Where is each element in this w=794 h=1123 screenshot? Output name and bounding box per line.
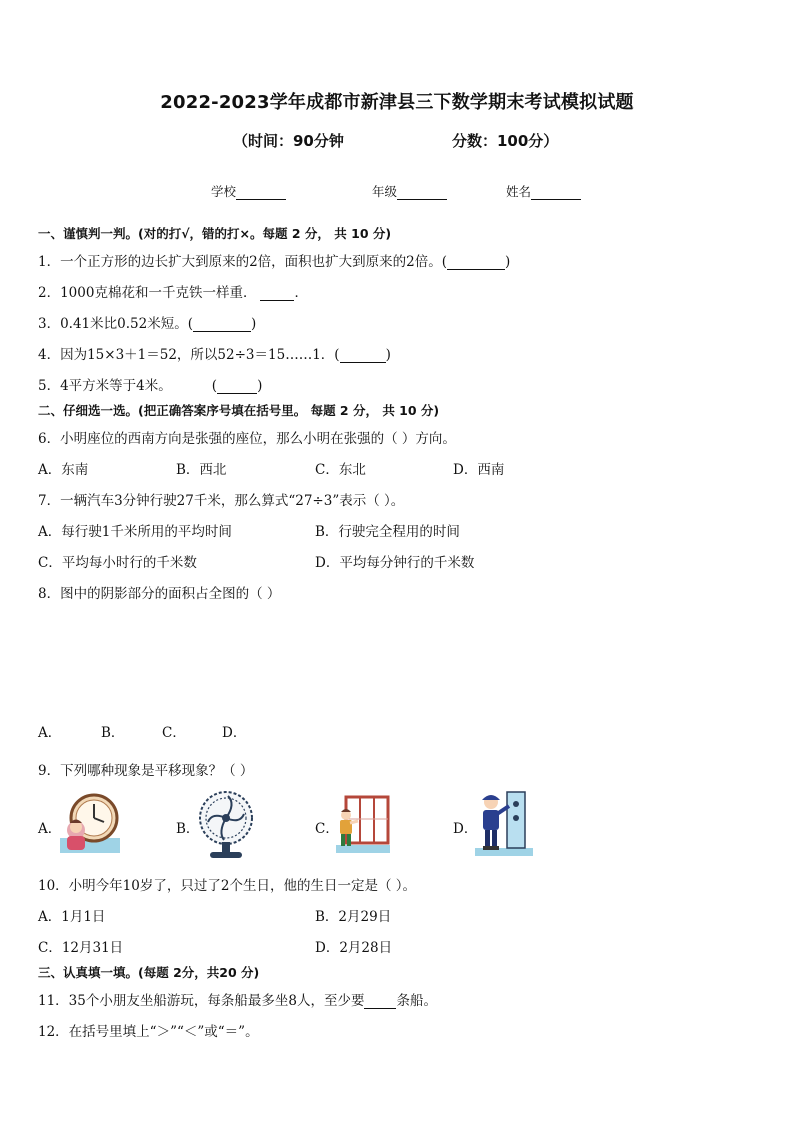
name-blank[interactable] xyxy=(531,185,581,200)
grade-label: 年级 xyxy=(372,184,398,199)
page-title: 2022-2023学年成都市新津县三下数学期末考试模拟试题 xyxy=(160,92,634,113)
question-1 xyxy=(38,250,510,270)
question-3-text: 3．0.41米比0.52米短。( xyxy=(38,316,193,332)
school-label: 学校 xyxy=(211,184,237,199)
section-3-heading: 三、认真填一填。(每题 2分，共20 分) xyxy=(38,965,260,980)
q8-option-a[interactable]: A． xyxy=(38,725,62,741)
answer-blank-2[interactable] xyxy=(260,286,294,301)
q8-option-b[interactable]: B． xyxy=(101,725,125,741)
question-5-text: 5．4平方米等于4米。 xyxy=(38,378,172,394)
question-11-end: 条船。 xyxy=(396,993,437,1009)
q9-option-c[interactable]: C． xyxy=(315,821,339,837)
question-11-text: 11．35个小朋友坐船游玩，每条船最多坐8人，至少要 xyxy=(38,993,365,1009)
question-7: 7．一辆汽车3分钟行驶27千米，那么算式“27÷3”表示（ ）。 xyxy=(38,493,405,509)
question-5-open: ( xyxy=(211,378,218,394)
question-11 xyxy=(38,989,437,1009)
question-9: 9．下列哪种现象是平移现象？（ ） xyxy=(38,763,254,779)
question-1-text: 1．一个正方形的边长扩大到原来的2倍，面积也扩大到原来的2倍。( xyxy=(38,254,448,270)
q9-option-b[interactable]: B． xyxy=(176,821,200,837)
question-5-close: ) xyxy=(257,378,263,394)
question-2-end: ． xyxy=(294,285,308,301)
clock-icon xyxy=(60,790,120,853)
q9-option-a[interactable]: A． xyxy=(38,821,62,837)
question-4 xyxy=(38,343,391,363)
answer-blank-1[interactable] xyxy=(447,255,505,270)
question-3-close: ) xyxy=(250,316,257,332)
school-field xyxy=(211,182,286,200)
q10-option-d[interactable]: D．2月28日 xyxy=(315,940,393,956)
question-8: 8．图中的阴影部分的面积占全图的（ ） xyxy=(38,586,281,602)
question-10: 10．小明今年10岁了，只过了2个生日，他的生日一定是（ ）。 xyxy=(38,878,416,894)
q9-option-d[interactable]: D． xyxy=(453,821,478,837)
q10-option-b[interactable]: B．2月29日 xyxy=(315,909,392,925)
q10-option-a[interactable]: A．1月1日 xyxy=(38,909,106,925)
time-label: （时间：90分钟 xyxy=(233,132,344,150)
grade-blank[interactable] xyxy=(397,185,447,200)
q6-option-b[interactable]: B．西北 xyxy=(176,462,227,478)
q7-option-a[interactable]: A．每行驶1千米所用的平均时间 xyxy=(38,524,232,540)
question-3 xyxy=(38,312,256,332)
q10-option-c[interactable]: C．12月31日 xyxy=(38,940,124,956)
q6-option-d[interactable]: D．西南 xyxy=(453,462,505,478)
q6-option-c[interactable]: C．东北 xyxy=(315,462,366,478)
question-5 xyxy=(38,374,262,394)
q7-option-d[interactable]: D．平均每分钟行的千米数 xyxy=(315,555,475,571)
q7-option-b[interactable]: B．行驶完全程用的时间 xyxy=(315,524,460,540)
answer-blank-5[interactable] xyxy=(217,379,257,394)
q6-option-a[interactable]: A．东南 xyxy=(38,462,89,478)
answer-blank-4[interactable] xyxy=(340,348,386,363)
question-2 xyxy=(38,281,308,301)
score-label: 分数：100分） xyxy=(452,132,559,150)
fan-icon xyxy=(198,784,254,862)
question-6: 6．小明座位的西南方向是张强的座位，那么小明在张强的（ ）方向。 xyxy=(38,431,456,447)
question-4-text: 4．因为15×3＋1＝52，所以52÷3＝15……1．( xyxy=(38,347,340,363)
question-12: 12．在括号里填上“＞”“＜”或“＝”。 xyxy=(38,1024,259,1040)
question-4-close: ) xyxy=(385,347,391,363)
q8-option-c[interactable]: C． xyxy=(162,725,186,741)
name-field xyxy=(506,182,581,200)
section-1-heading: 一、谨慎判一判。(对的打√，错的打×。每题 2 分， 共 10 分) xyxy=(38,226,392,241)
grade-field xyxy=(372,182,447,200)
window-push-icon xyxy=(336,795,390,853)
answer-blank-11[interactable] xyxy=(364,994,396,1009)
q8-option-d[interactable]: D． xyxy=(222,725,247,741)
question-2-text: 2．1000克棉花和一千克铁一样重． xyxy=(38,285,257,301)
name-label: 姓名 xyxy=(506,184,532,199)
question-1-close: ) xyxy=(505,254,511,270)
school-blank[interactable] xyxy=(236,185,286,200)
section-2-heading: 二、仔细选一选。(把正确答案序号填在括号里。 每题 2 分， 共 10 分) xyxy=(38,403,440,418)
worker-icon xyxy=(475,790,533,856)
q7-option-c[interactable]: C．平均每小时行的千米数 xyxy=(38,555,197,571)
answer-blank-3[interactable] xyxy=(193,317,251,332)
